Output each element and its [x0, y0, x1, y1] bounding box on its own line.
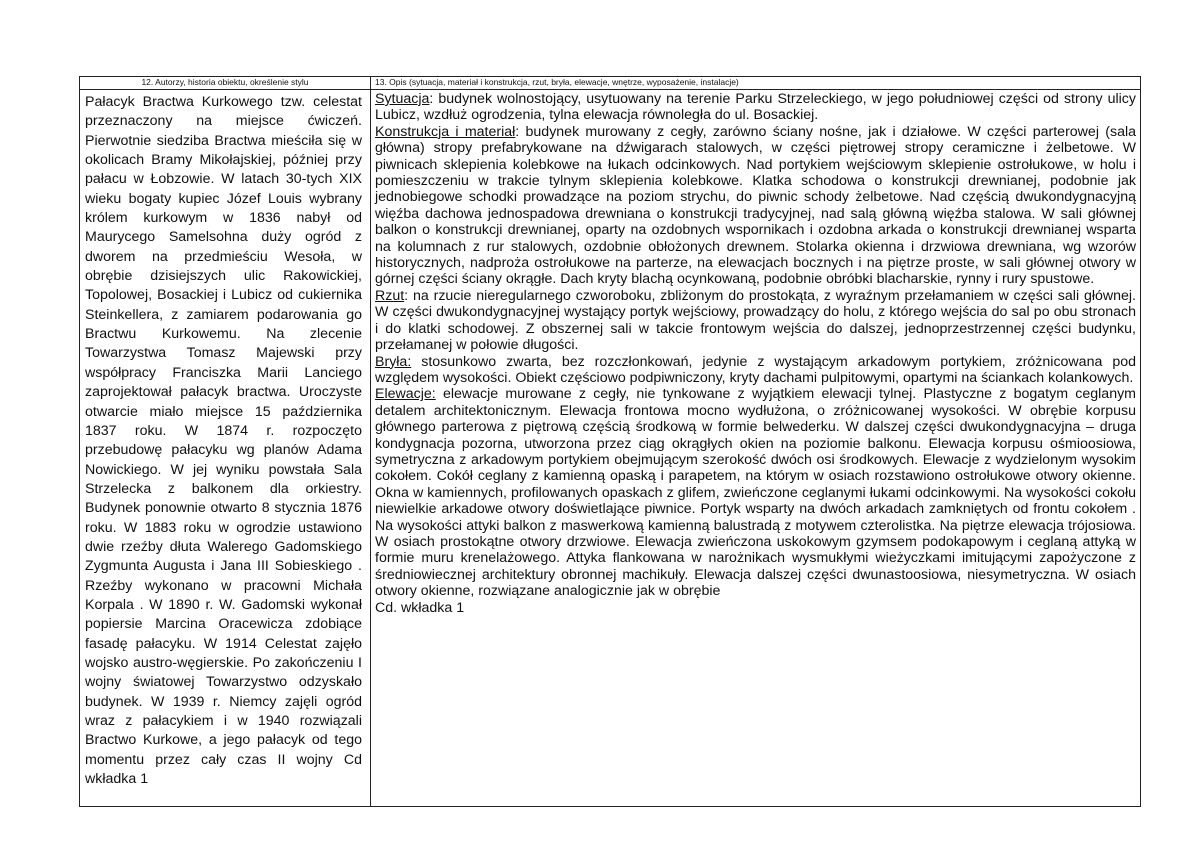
history-continuation-note: Cd wkładka 1 [85, 751, 362, 788]
text-konstrukcja: : budynek murowany z cegły, zarówno ściany nośne, jak i działowe. W części parterowej (sala główna) stropy prefabrykowane na dźwigarach stalowych, w części piętrowej stropy ceramiczne i żelbetowe. W piwnicach sklepienia kolebkowe na łukach odcinkowych. Nad portykiem wejściowym sklepienie ostrołukowe, w holu i pomieszczeniu w trakcie tylnym sklepienia kolebkowe. Klatka schodowa o konstrukcji drewnianej, podobnie jak jednobiegowe schodki prowadzące na poziom strychu, do piwnic schody żelbetowe. Nad częścią dwukondygnacyjną więźba dachowa jednospadowa drewniana o konstrukcji tradycyjnej, nad salą główną więźba stalowa. W sali głównej balkon o konstrukcji drewnianej, oparty na ozdobnych wspornikach i ozdobna arkada o konstrukcji drewnianej wsparta na kolumnach z rur stalowych, ozdobnie obłożonych drewnem. Stolarka okienna i drzwiowa drewniana, wg wzorów historycznych, nadproża ostrołukowe na parterze, na elewacjach bocznych i na piętrze proste, w sali głównej otwory w górnej części ściany okrągłe. Dach kryty blachą ocynkowaną, podobnie obróbki blacharskie, rynny i rury spustowe. [375, 123, 1136, 288]
label-rzut: Rzut [375, 287, 405, 304]
text-sytuacja: : budynek wolnostojący, usytuowany na terenie Parku Strzeleckiego, w jego południowej części od strony ulicy Lubicz, wzdłuż ogrodzenia, tylna elewacja równoległa do ul. Bosackiej. [375, 91, 1136, 124]
label-sytuacja: Sytuacja [375, 91, 430, 107]
history-cell [80, 90, 371, 807]
content-row [80, 90, 1141, 807]
section-bryla [375, 354, 1136, 387]
section-sytuacja [375, 91, 1136, 124]
header-authors-history: 12. Autorzy, historia obiektu, określenie stylu [80, 77, 371, 90]
label-bryla: Bryła: [375, 353, 412, 370]
description-text [371, 90, 1140, 616]
record-card [79, 76, 1134, 805]
section-rzut [375, 288, 1136, 354]
description-cell [371, 90, 1141, 807]
record-table [79, 76, 1141, 807]
label-konstrukcja: Konstrukcja i materiał [375, 123, 516, 140]
history-paragraph: Pałacyk Bractwa Kurkowego tzw. celestat przeznaczony na miejsce ćwiczeń. Pierwotnie siedziba Bractwa mieściła się w okolicach Bramy Mikołajskiej, później przy pałacu w Łobzowie. W latach 30-tych XIX wieku bogaty kupiec Józef Louis wybrany królem kurkowym w 1836 nabył od Maurycego Samelsohna duży ogród z dworem na przedmieściu Wesoła, w obrębie dzisiejszych ulic Rakowickiej, Topolowej, Bosackiej i Lubicz od cukiernika Steinkellera, z zamiarem podarowania go Bractwu Kurkowemu. Na zlecenie Towarzystwa Tomasz Majewski przy współpracy Franciszka Marii Lanciego zaprojektował pałacyk bractwa. Uroczyste otwarcie miało miejsce 15 października 1837 roku. W 1874 r. rozpoczęto przebudowę pałacyku wg planów Adama Nowickiego. W jej wyniku powstała Sala Strzelecka z balkonem dla orkiestry. Budynek ponownie otwarto 8 stycznia 1876 roku. W 1883 roku w ogrodzie ustawiono dwie rzeźby dłuta Walerego Gadomskiego Zygmunta Augusta i Jana III Sobieskiego . Rzeźby wykonano w pracowni Michała Korpala . W 1890 r. W. Gadomski wykonał popiersie Marcina Oracewicza zdobiące fasadę pałacyku. W 1914 Celestat zajęło wojsko austro-węgierskie. Po zakończeniu I wojny światowej Towarzystwo odzyskało budynek. W 1939 r. Niemcy zajęli ogród wraz z pałacykiem i w 1940 rozwiązali Bractwo Kurkowe, a jego pałacyk od tego momentu przez cały czas II wojny [85, 94, 362, 768]
text-elewacje: elewacje murowane z cegły, nie tynkowane z wyjątkiem elewacji tylnej. Plastyczne z bogatym ceglanym detalem architektonicznym. Elewacja frontowa mocno wydłużona, o zróżnicowanej wysokości. W obrębie korpusu głównego parterowa z piętrową częścią środkową w formie belwederku. W dalszej części dwukondygnacyjna – druga kondygnacja pozorna, utworzona przez ciąg okrągłych okien na poziomie balkonu. Elewacja korpusu ośmioosiowa, symetryczna z arkadowym portykiem obejmującym szerokość dwóch osi środkowych. Elewacje z wydzielonym wysokim cokołem. Cokół ceglany z kamienną opaską i parapetem, na którym w osiach rozstawiono ostrołukowe otwory okienne. Okna w kamiennych, profilowanych opaskach z glifem, zwieńczone ceglanymi łukami odcinkowymi. Na wysokości cokołu niewielkie arkadowe otwory doświetlające piwnice. Portyk wsparty na dwóch arkadach zamkniętych od frontu cokołem . Na wysokości attyki balkon z maswerkową kamienną balustradą z motywem czterolistka. Na piętrze elewacja trójosiowa. W osiach prostokątne otwory drzwiowe. Elewacja zwieńczona uskokowym gzymsem podokapowym i ceglaną attyką w formie muru krenelażowego. Attyka flankowana w narożnikach wysmukłymi wieżyczkami imitującymi zapożyczone z średniowiecznej architektury obronnej machikuły. Elewacja dalszej części dwunastoosiowa, niesymetryczna. W osiach otwory okienne, rozwiązane analogicznie jak w obrębie [375, 386, 1136, 600]
section-konstrukcja [375, 124, 1136, 288]
description-continuation-note: Cd. wkładka 1 [375, 599, 465, 616]
header-row [80, 77, 1141, 90]
text-bryla: stosunkowo zwarta, bez rozczłonkowań, jedynie z wystającym arkadowym portykiem, zróżnicowana pod względem wysokości. Obiekt częściowo podpiwniczony, kryty dachami pulpitowymi, opartymi na ściankach kolankowych. [375, 353, 1136, 386]
history-text [80, 90, 370, 789]
header-description: 13. Opis (sytuacja, materiał i konstrukcja, rzut, bryła, elewacje, wnętrze, wyposażenie, instalacje) [371, 77, 1141, 90]
section-elewacje [375, 386, 1136, 599]
text-rzut: : na rzucie nieregularnego czworoboku, zbliżonym do prostokąta, z wyraźnym przełamaniem w części sali głównej. W części dwukondygnacyjnej wystający portyk wejściowy, prowadzący do holu, z którego wejścia do sal po obu stronach i do klatki schodowej. Z obszernej sali w takcie frontowym wejścia do dalszej, jednoprzestrzennej części budynku, przełamanej w połowie długości. [375, 287, 1136, 354]
label-elewacje: Elewacje: [375, 386, 436, 403]
